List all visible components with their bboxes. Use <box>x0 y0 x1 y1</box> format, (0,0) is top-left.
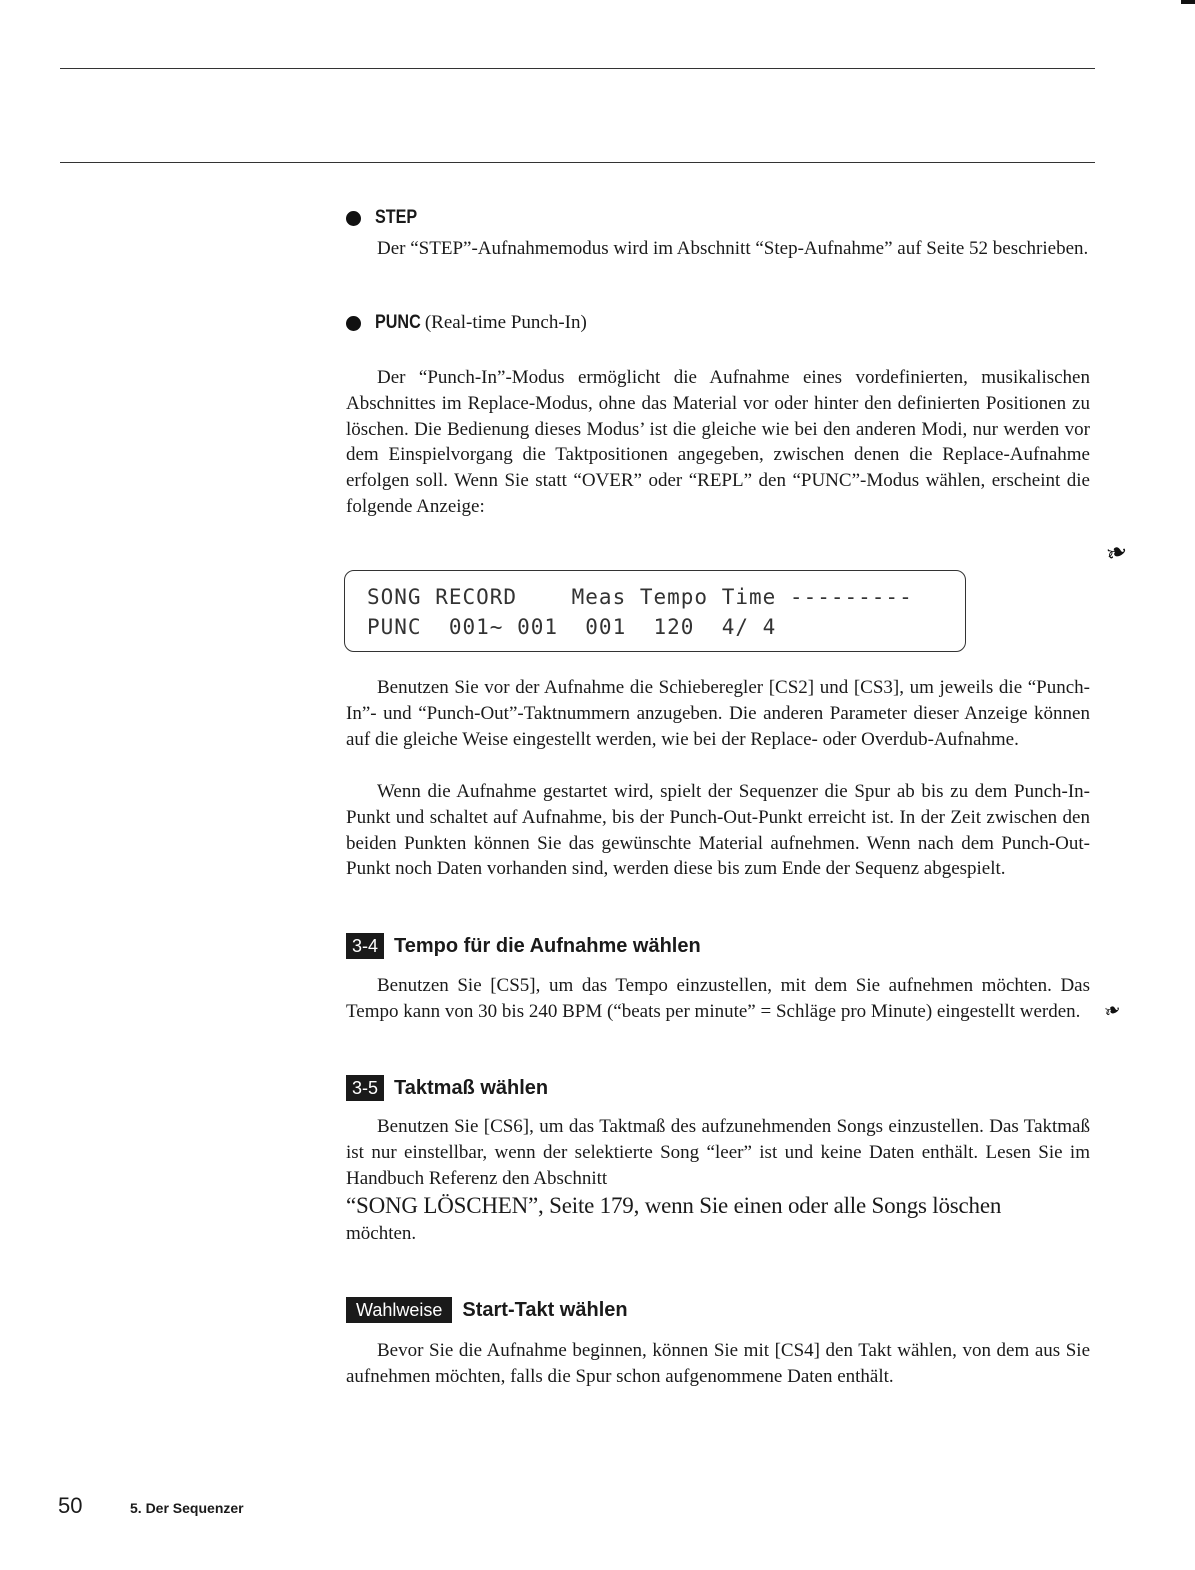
lcd-line-2: PUNC 001~ 001 001 120 4/ 4 <box>367 615 777 639</box>
section-3-5-heading <box>346 1075 548 1101</box>
section-title: Taktmaß wählen <box>394 1076 549 1099</box>
section-3-4-text: Benutzen Sie [CS5], um das Tempo einzustellen, mit dem Sie aufnehmen möchten. Das Tempo kann von 30 bis 240 BPM (“beats per minute” = Schläge pro Minute) eingestellt werden. <box>346 975 1090 1022</box>
step-heading <box>346 207 425 229</box>
page-number: 50 <box>58 1493 83 1518</box>
punc-text: Der “Punch-In”-Modus ermöglicht die Aufnahme eines vordefinierten, musikalischen Abschnittes im Replace-Modus, ohne das Material vor oder hinter den definierten Positionen zu löschen. Die Bedienung dieses Modus’ ist die gleiche wie bei den anderen Modi, nur werden vor dem Einspielvorgang die Taktpositionen angegeben, zwischen denen die Replace-Aufnahme erfolgen soll. Wenn Sie statt “OVER” oder “REPL” den “PUNC”-Modus wählen, erscheint die folgende Anzeige: <box>346 367 1090 517</box>
section-3-4-heading <box>346 933 701 959</box>
bullet-icon <box>346 316 361 331</box>
step-text: Der “STEP”-Aufnahmemodus wird im Abschnitt “Step-Aufnahme” auf Seite 52 beschrieben. <box>377 238 1089 259</box>
lcd-display <box>344 570 966 652</box>
after-lcd-paragraph-1: Benutzen Sie vor der Aufnahme die Schieberegler [CS2] und [CS3], um jeweils die “Punch-In”- und “Punch-Out”-Taktnummern anzugeben. Die anderen Parameter dieser Anzeige können auf die gleiche Weise eingestellt werden, wie bei der Replace- oder Overdub-Aufnahme. <box>346 677 1090 750</box>
bullet-icon <box>346 211 361 226</box>
top-rule <box>60 68 1095 69</box>
section-title: Tempo für die Aufnahme wählen <box>394 934 701 957</box>
optional-text: Bevor Sie die Aufnahme beginnen, können Sie mit [CS4] den Takt wählen, von dem aus Sie aufnehmen möchten, falls die Spur schon aufgenommene Daten enthält. <box>346 1340 1090 1387</box>
section-tag: 3-4 <box>346 933 384 959</box>
section-3-5-text <box>346 1114 1090 1247</box>
after-lcd-paragraph-2: Wenn die Aufnahme gestartet wird, spielt der Sequenzer die Spur ab bis zu dem Punch-In-Punkt und schaltet auf Aufnahme, bis der Punch-Out-Punkt erreicht ist. In der Zeit zwischen den beiden Punkten können Sie das gewünschte Material aufnehmen. Wenn nach dem Punch-Out-Punkt noch Daten vorhanden sind, werden diese bis zum Ende der Sequenz abgespielt. <box>346 781 1090 880</box>
chapter-title: 5. Der Sequenzer <box>130 1500 244 1516</box>
optional-tag: Wahlweise <box>346 1297 452 1323</box>
header-rule <box>60 162 1095 163</box>
section-3-5-text-c: möchten. <box>346 1223 417 1245</box>
lcd-line-1: SONG RECORD Meas Tempo Time --------- <box>367 585 913 609</box>
scan-mark-icon: ❧ <box>1101 535 1132 570</box>
section-3-5-text-b: “SONG LÖSCHEN”, Seite 179, wenn Sie einen oder alle Songs löschen <box>346 1193 1002 1219</box>
section-tag: 3-5 <box>346 1075 384 1101</box>
punc-label: PUNC <box>375 312 421 333</box>
punc-subtitle: (Real-time Punch-In) <box>424 312 587 333</box>
optional-heading <box>346 1297 628 1323</box>
section-3-5-text-a: Benutzen Sie [CS6], um das Taktmaß des aufzunehmenden Songs einzustellen. Das Taktmaß ist nur einstellbar, wenn der selektierte Song “leer” ist und keine Daten enthält. Lesen Sie im Handbuch Referenz den Abschnitt <box>346 1116 1090 1189</box>
scan-mark-icon: ❧ <box>1100 997 1125 1025</box>
step-label: STEP <box>375 207 418 228</box>
corner-mark <box>1181 0 1195 4</box>
optional-title: Start-Takt wählen <box>462 1298 628 1321</box>
punc-heading <box>346 312 587 334</box>
